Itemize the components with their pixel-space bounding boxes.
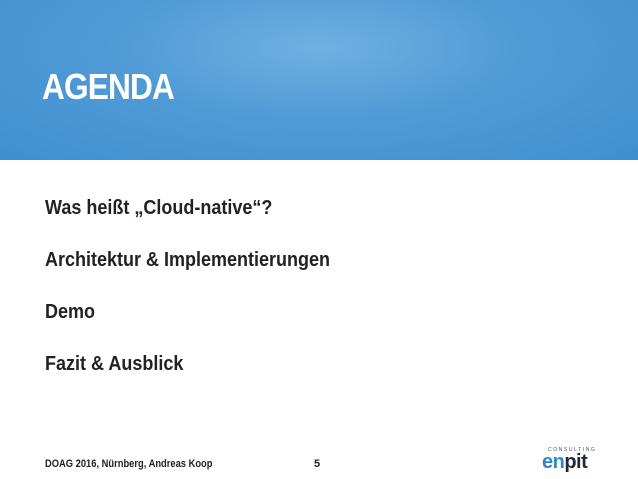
logo-tagline: CONSULTING bbox=[548, 447, 597, 453]
slide-title: AGENDA bbox=[42, 66, 175, 107]
agenda-item-demo: Demo bbox=[45, 301, 96, 323]
agenda-item-what-is-cloud-native: Was heißt „Cloud-native“? bbox=[45, 197, 273, 219]
agenda-list bbox=[45, 196, 362, 404]
agenda-item-conclusion: Fazit & Ausblick bbox=[45, 353, 184, 375]
logo-word-part-en: en bbox=[542, 451, 565, 473]
enpit-logo bbox=[538, 447, 604, 475]
logo-wordmark bbox=[542, 451, 587, 473]
footer-text: DOAG 2016, Nürnberg, Andreas Koop bbox=[45, 458, 213, 470]
page-number: 5 bbox=[314, 458, 321, 470]
logo-word-part-pit: pit bbox=[564, 451, 588, 473]
header-band bbox=[0, 0, 638, 160]
agenda-item-architecture: Architektur & Implementierungen bbox=[45, 249, 331, 271]
